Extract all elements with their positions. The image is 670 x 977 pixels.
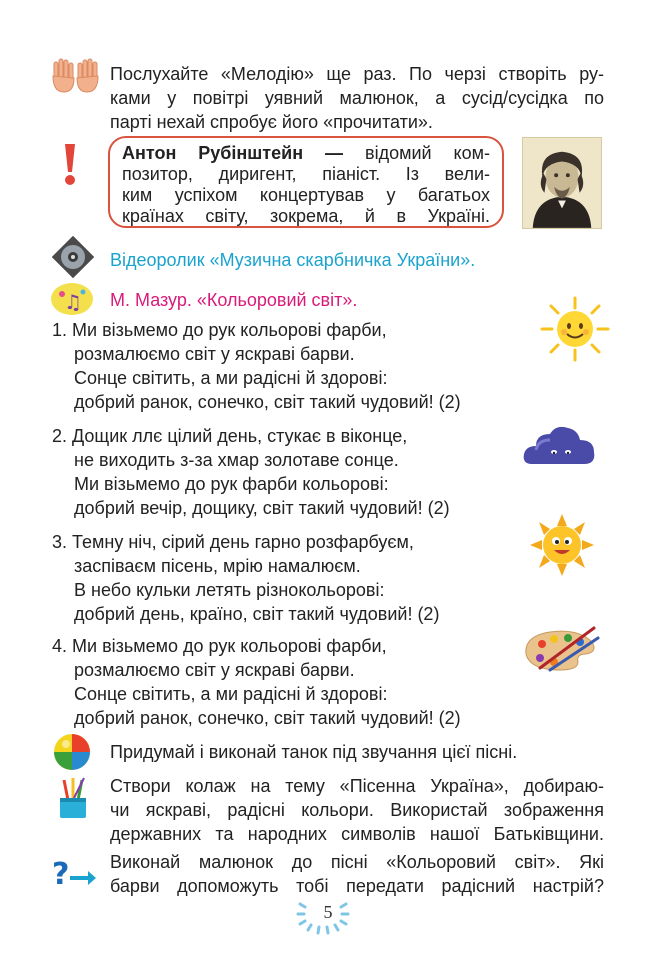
sun-icon: [540, 296, 610, 362]
verse-line: розмалюємо світ у яскраві барви.: [74, 344, 355, 364]
info-box: [108, 136, 504, 228]
verse-1: [52, 318, 461, 414]
question-arrow-icon: [50, 856, 98, 890]
verse-line: Темну ніч, сірий день гарно розфарбуєм,: [72, 532, 414, 552]
verse-line: добрий ранок, сонечко, світ такий чудовий! (2): [74, 708, 461, 728]
verse-line: Ми візьмемо до рук фарби кольорові:: [74, 474, 389, 494]
info-line: країнах світу, зокрема, й в Україні.: [122, 206, 490, 226]
svg-text:?: ?: [52, 857, 70, 890]
verse-number: 1.: [52, 320, 68, 340]
verse-line: Ми візьмемо до рук кольорові фарби,: [72, 636, 387, 656]
verse-line: Сонце світить, а ми радісні й здорові:: [74, 368, 388, 388]
task-line: Створи колаж на тему «Пісенна Україна», добираю-: [110, 776, 604, 796]
hands-icon: [50, 58, 102, 94]
pencil-cup-icon: [52, 776, 94, 820]
verse-line: не виходить з-за хмар золотаве сонце.: [74, 450, 399, 470]
verse-line: добрий день, країно, світ такий чудовий! (2): [74, 604, 440, 624]
intro-line: ками у повітрі уявний малюнок, а сусід/сусідка по: [110, 88, 604, 108]
video-link[interactable]: Відеоролик «Музична скарбничка України».: [110, 250, 476, 270]
verse-line: заспіваєм пісень, мрію намалюєм.: [74, 556, 361, 576]
task-line: барви допоможуть тобі передати радісний настрій?: [110, 876, 604, 896]
verse-2: [52, 424, 450, 520]
intro-paragraph: [110, 62, 604, 134]
music-note-icon: [50, 282, 94, 316]
info-line: [122, 143, 490, 164]
portrait-image: [522, 137, 602, 229]
verse-line: Дощик ллє цілий день, стукає в віконце,: [72, 426, 408, 446]
task-line: чи яскраві, радісні кольори. Використай зображення: [110, 800, 604, 820]
info-text: відомий ком-: [343, 143, 490, 163]
verse-number: 4.: [52, 636, 68, 656]
page-number: 5: [323, 902, 333, 922]
info-line: позитор, диригент, піаніст. Із вели-: [122, 164, 490, 184]
verse-line: В небо кульки летять різнокольорові:: [74, 580, 385, 600]
verse-line: добрий ранок, сонечко, світ такий чудовий! (2): [74, 392, 461, 412]
verse-3: [52, 530, 439, 626]
composer-name: Антон Рубінштейн —: [122, 143, 344, 163]
verse-number: 2.: [52, 426, 68, 446]
verse-line: Сонце світить, а ми радісні й здорові:: [74, 684, 388, 704]
exclamation-icon: [60, 142, 80, 186]
verse-number: 3.: [52, 532, 68, 552]
svg-text:♫: ♫: [64, 290, 82, 314]
task-dance: Придумай і виконай танок під звучання цієї пісні.: [110, 742, 518, 762]
task-line: державних та народних символів нашої Батьківщини.: [110, 824, 604, 844]
song-title: М. Мазур. «Кольоровий світ».: [110, 290, 358, 310]
sun-face-icon: [530, 514, 594, 576]
video-disc-icon: [52, 236, 94, 278]
intro-line: Послухайте «Мелодію» ще раз. По черзі створіть ру-: [110, 64, 604, 84]
task-line: Виконай малюнок до пісні «Кольоровий світ». Які: [110, 852, 604, 872]
verse-4: [52, 634, 461, 730]
ball-icon: [52, 732, 92, 772]
cloud-icon: [522, 424, 598, 468]
paint-palette-icon: [520, 624, 600, 672]
task-collage: [110, 774, 604, 846]
verse-line: добрий вечір, дощику, світ такий чудовий! (2): [74, 498, 450, 518]
verse-line: Ми візьмемо до рук кольорові фарби,: [72, 320, 387, 340]
info-line: ким успіхом концертував у багатьох: [122, 185, 490, 205]
intro-line: парті нехай спробує його «прочитати».: [110, 112, 433, 132]
task-drawing: [110, 850, 604, 898]
verse-line: розмалюємо світ у яскраві барви.: [74, 660, 355, 680]
